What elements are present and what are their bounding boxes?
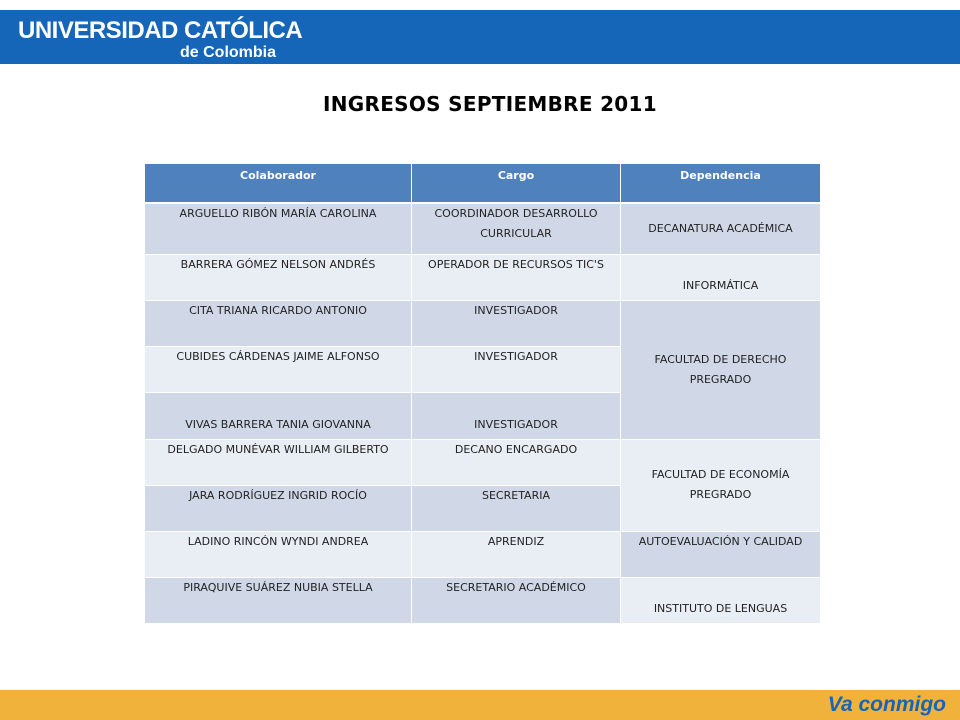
table-row [145,300,821,346]
cell-colaborador: DELGADO MUNÉVAR WILLIAM GILBERTO [145,439,412,485]
cell-colaborador: LADINO RINCÓN WYNDI ANDREA [145,531,412,577]
cell-colaborador: CUBIDES CÁRDENAS JAIME ALFONSO [145,346,412,392]
cell-colaborador: JARA RODRÍGUEZ INGRID ROCÍO [145,485,412,531]
cell-cargo: SECRETARIA [412,485,621,531]
page-title: INGRESOS SEPTIEMBRE 2011 [323,92,657,116]
logo-subname: de Colombia [180,44,277,61]
table-row [145,254,821,300]
header-cargo: Cargo [412,164,621,204]
cell-colaborador: CITA TRIANA RICARDO ANTONIO [145,300,412,346]
cell-dependencia: AUTOEVALUACIÓN Y CALIDAD [621,531,821,577]
cell-cargo: INVESTIGADOR [412,392,621,439]
cell-cargo: OPERADOR DE RECURSOS TIC'S [412,254,621,300]
cell-cargo: INVESTIGADOR [412,346,621,392]
table-row [145,531,821,577]
university-logo [18,18,302,62]
cell-cargo: INVESTIGADOR [412,300,621,346]
table-row [145,203,821,254]
cell-colaborador: ARGUELLO RIBÓN MARÍA CAROLINA [145,203,412,254]
ingresos-table [144,163,821,624]
slogan: Va conmigo [827,693,946,716]
logo-name: UNIVERSIDAD CATÓLICA [18,17,303,44]
cell-colaborador: BARRERA GÓMEZ NELSON ANDRÉS [145,254,412,300]
cell-dependencia: INSTITUTO DE LENGUAS [621,577,821,623]
cell-colaborador: PIRAQUIVE SUÁREZ NUBIA STELLA [145,577,412,623]
table-header-row [145,164,821,204]
table-row [145,439,821,485]
header-colaborador: Colaborador [145,164,412,204]
cell-colaborador: VIVAS BARRERA TANIA GIOVANNA [145,392,412,439]
cell-cargo: SECRETARIO ACADÉMICO [412,577,621,623]
cell-dependencia: FACULTAD DE DERECHO PREGRADO [621,300,821,439]
cell-cargo: COORDINADOR DESARROLLO CURRICULAR [412,203,621,254]
cell-dependencia: INFORMÁTICA [621,254,821,300]
header-dependencia: Dependencia [621,164,821,204]
table-row [145,577,821,623]
cell-dependencia: DECANATURA ACADÉMICA [621,203,821,254]
cell-dependencia: FACULTAD DE ECONOMÍA PREGRADO [621,439,821,531]
footer-band [0,690,960,720]
header-band [0,10,960,64]
cell-cargo: APRENDIZ [412,531,621,577]
cell-cargo: DECANO ENCARGADO [412,439,621,485]
